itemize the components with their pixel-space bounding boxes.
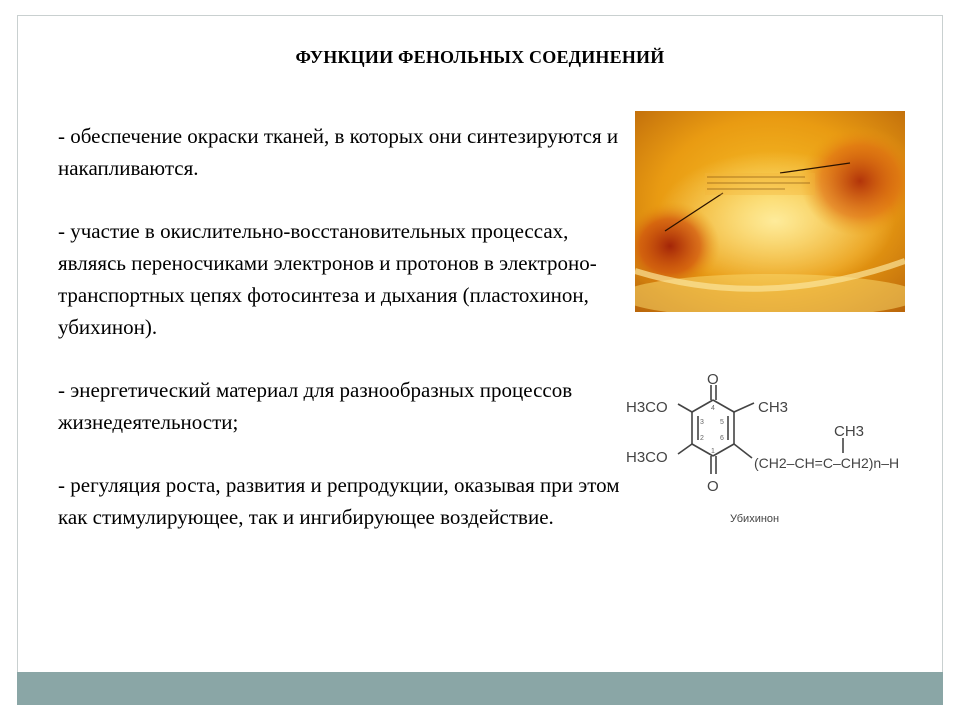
methoxy-bottom-label: H3CO bbox=[626, 449, 668, 466]
svg-text:3: 3 bbox=[700, 419, 704, 426]
svg-text:6: 6 bbox=[720, 435, 724, 442]
paragraph-energy: - энергетический материал для разнообразных процессов жизнедеятельности; bbox=[58, 378, 573, 434]
paragraph-regulation: - регуляция роста, развития и репродукции, оказывая при этом как стимулирующее, так и ингибирующее воздействие. bbox=[58, 473, 620, 529]
svg-text:5: 5 bbox=[720, 419, 724, 426]
methoxy-top-label: H3CO bbox=[626, 399, 668, 416]
paragraph-redox: - участие в окислительно-восстановительных процессах, являясь переносчиками электронов и протонов в электроно-транспортных цепях фотосинтеза и дыхания (пластохинон, убихинон). bbox=[58, 219, 597, 339]
structure-caption: Убихинон bbox=[730, 513, 780, 525]
slide-title: ФУНКЦИИ ФЕНОЛЬНЫХ СОЕДИНЕНИЙ bbox=[295, 47, 665, 67]
isoprenoid-chain-label: (CH2–CH=C–CH2)n–H bbox=[754, 455, 900, 471]
footer-bar bbox=[17, 672, 943, 705]
chain-methyl-label: CH3 bbox=[834, 423, 865, 440]
pigment-photo bbox=[635, 111, 905, 312]
svg-text:2: 2 bbox=[700, 435, 704, 442]
methyl-label: CH3 bbox=[758, 399, 789, 416]
paragraph-coloring: - обеспечение окраски тканей, в которых они синтезируются и накапливаются. bbox=[58, 124, 619, 180]
svg-text:1: 1 bbox=[711, 448, 715, 455]
body-text bbox=[58, 120, 628, 564]
oxygen-bottom-label: O bbox=[707, 478, 719, 495]
ubiquinone-structure bbox=[612, 368, 924, 538]
svg-text:4: 4 bbox=[711, 405, 715, 412]
oxygen-top-label: O bbox=[707, 371, 719, 388]
